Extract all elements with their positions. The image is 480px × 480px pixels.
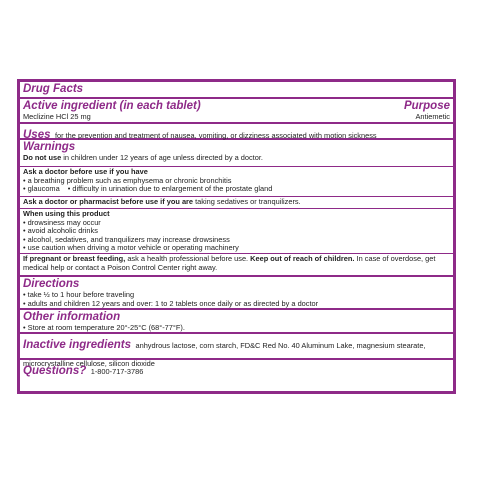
keep-out-label: Keep out of reach of children. <box>250 254 355 263</box>
drug-facts-title: Drug Facts <box>23 83 84 95</box>
questions-section <box>20 360 453 380</box>
ask-doctor-section <box>20 167 453 197</box>
ask-doctor-item: • glaucoma <box>23 185 60 194</box>
do-not-use-label: Do not use <box>23 153 62 162</box>
ask-doctor-heading: Ask a doctor before use if you have <box>23 167 148 176</box>
overdose-text: In case of overdose, get medical help or contact a Poison Control Center right away. <box>23 254 436 272</box>
uses-text: for the prevention and treatment of nausea, vomiting, or dizziness associated with motion sickness <box>54 131 377 140</box>
inactive-ingredients-text: anhydrous lactose, corn starch, FD&C Red No. 40 Aluminum Lake, magnesium stearate, microcrystalline cellulose, silicon dioxide <box>23 341 426 368</box>
questions-phone: 1-800-717-3786 <box>90 367 144 376</box>
purpose-value: Antiemetic <box>415 112 450 121</box>
pregnant-text: ask a health professional before use. <box>127 254 249 263</box>
when-using-item: • avoid alcoholic drinks <box>23 227 450 236</box>
when-using-heading: When using this product <box>23 209 110 218</box>
ask-doctor-item: • a breathing problem such as emphysema or chronic bronchitis <box>23 177 450 186</box>
directions-heading: Directions <box>23 278 80 290</box>
ask-pharmacist-text: taking sedatives or tranquilizers. <box>195 197 301 206</box>
uses-heading: Uses <box>23 129 51 141</box>
other-info-heading: Other information <box>23 311 121 323</box>
pregnancy-section <box>20 254 453 277</box>
do-not-use-text: in children under 12 years of age unless directed by a doctor. <box>63 153 263 162</box>
warnings-heading: Warnings <box>23 141 76 153</box>
questions-heading: Questions? <box>23 365 87 377</box>
drug-facts-header <box>20 82 453 99</box>
warnings-section <box>20 140 453 167</box>
inactive-ingredients-heading: Inactive ingredients <box>23 339 132 351</box>
other-info-section <box>20 310 453 334</box>
directions-item: • adults and children 12 years and over: 1 to 2 tablets once daily or as directed by a doctor <box>23 300 450 309</box>
uses-section <box>20 124 453 140</box>
purpose-heading: Purpose <box>403 100 450 112</box>
active-ingredient-section <box>20 99 453 124</box>
when-using-item: • drowsiness may occur <box>23 219 450 228</box>
when-using-section <box>20 209 453 254</box>
when-using-item: • alcohol, sedatives, and tranquilizers may increase drowsiness <box>23 236 450 245</box>
inactive-ingredients-section <box>20 334 453 368</box>
other-info-item: • Store at room temperature 20°-25°C (68°-77°F). <box>23 324 450 333</box>
when-using-item: • use caution when driving a motor vehicle or operating machinery <box>23 244 450 253</box>
drug-facts-panel <box>17 79 456 394</box>
directions-section <box>20 277 453 310</box>
ask-doctor-item: • difficulty in urination due to enlargement of the prostate gland <box>68 185 273 194</box>
active-ingredient-heading: Active ingredient (in each tablet) <box>23 100 201 112</box>
active-ingredient-value: Meclizine HCl 25 mg <box>23 112 91 121</box>
ask-pharmacist-section <box>20 197 453 209</box>
ask-pharmacist-label: Ask a doctor or pharmacist before use if you are <box>23 197 194 206</box>
pregnant-label: If pregnant or breast feeding, <box>23 254 126 263</box>
directions-item: • take ½ to 1 hour before traveling <box>23 291 450 300</box>
